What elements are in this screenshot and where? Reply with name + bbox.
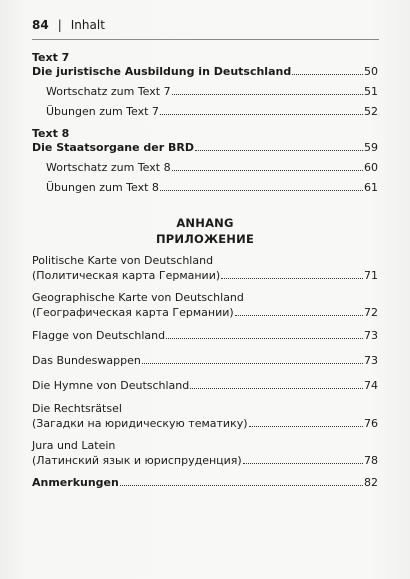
entry-page: 59 <box>364 141 378 154</box>
leader-dots <box>166 338 363 339</box>
leader-dots <box>221 278 363 279</box>
leader-dots <box>160 190 363 191</box>
entry-title-ru: (Латинский язык и юриспруденция) <box>32 454 242 467</box>
entry-page: 60 <box>364 161 378 174</box>
leader-dots <box>172 94 363 95</box>
page-number: 84 <box>32 18 49 32</box>
entry-title: Übungen zum Text 7 <box>46 105 159 118</box>
entry-title-de: Jura und Latein <box>32 439 116 452</box>
toc-entry-appendix[interactable] <box>32 380 378 391</box>
toc-section-text-8 <box>32 128 378 198</box>
leader-dots <box>249 426 363 427</box>
entry-page: 82 <box>364 476 378 489</box>
entry-title: Die Staatsorgane der BRD <box>32 141 194 154</box>
leader-dots <box>120 485 363 486</box>
entry-page: 78 <box>364 454 378 467</box>
header-rule <box>32 39 379 40</box>
entry-title-de: Flagge von Deutschland <box>32 329 166 342</box>
toc-entry-main[interactable] <box>32 66 378 77</box>
toc-entry-sub[interactable] <box>32 162 378 173</box>
appendix-title-de: ANHANG <box>176 216 234 230</box>
leader-dots <box>160 114 363 115</box>
toc-section-text-7 <box>32 52 378 122</box>
entry-page: 74 <box>364 379 378 392</box>
entry-page: 61 <box>364 181 378 194</box>
appendix-title-ru: ПРИЛОЖЕНИЕ <box>155 231 255 246</box>
toc-entry-notes[interactable] <box>32 477 378 488</box>
leader-dots <box>292 74 363 75</box>
entry-page: 52 <box>364 105 378 118</box>
entry-title-ru: (Политическая карта Германии) <box>32 269 221 282</box>
appendix-heading <box>32 218 378 245</box>
entry-title-ru: (Загадки на юридическую тематику) <box>32 417 248 430</box>
toc-entry-appendix[interactable] <box>32 403 378 429</box>
entry-title-de: Die Hymne von Deutschland <box>32 379 190 392</box>
entry-title: Wortschatz zum Text 8 <box>46 161 171 174</box>
entry-title-ru: (Географическая карта Германии) <box>32 306 234 319</box>
entry-page: 76 <box>364 417 378 430</box>
entry-title: Wortschatz zum Text 7 <box>46 85 171 98</box>
header-separator: | <box>57 18 62 32</box>
entry-page: 71 <box>364 269 378 282</box>
entry-title: Die juristische Ausbildung in Deutschland <box>32 65 292 78</box>
toc-entry-appendix[interactable] <box>32 330 378 341</box>
leader-dots <box>235 315 363 316</box>
toc-entry-main[interactable] <box>32 142 378 153</box>
entry-title: Anmerkungen <box>32 476 119 489</box>
entry-page: 73 <box>364 329 378 342</box>
appendix-list <box>32 255 378 488</box>
leader-dots <box>195 150 363 151</box>
toc-entry-appendix[interactable] <box>32 255 378 281</box>
toc-entry-sub[interactable] <box>32 86 378 97</box>
section-label: Text 7 <box>32 51 70 64</box>
section-label: Text 8 <box>32 127 70 140</box>
running-header <box>32 18 105 32</box>
entry-title-de: Politische Karte von Deutschland <box>32 254 214 267</box>
toc-entry-appendix[interactable] <box>32 355 378 366</box>
entry-title-de: Das Bundeswappen <box>32 354 141 367</box>
entry-page: 51 <box>364 85 378 98</box>
entry-title-de: Die Rechtsrätsel <box>32 402 122 415</box>
toc-entry-appendix[interactable] <box>32 440 378 466</box>
toc-entry-sub[interactable] <box>32 182 378 193</box>
toc-entry-sub[interactable] <box>32 106 378 117</box>
entry-page: 73 <box>364 354 378 367</box>
entry-title: Übungen zum Text 8 <box>46 181 159 194</box>
header-title: Inhalt <box>70 18 105 32</box>
toc-entry-appendix[interactable] <box>32 292 378 318</box>
leader-dots <box>190 388 363 389</box>
entry-page: 50 <box>364 65 378 78</box>
table-of-contents <box>32 52 378 488</box>
leader-dots <box>172 170 363 171</box>
leader-dots <box>142 363 363 364</box>
entry-title-de: Geographische Karte von Deutschland <box>32 291 244 304</box>
entry-page: 72 <box>364 306 378 319</box>
leader-dots <box>243 463 363 464</box>
